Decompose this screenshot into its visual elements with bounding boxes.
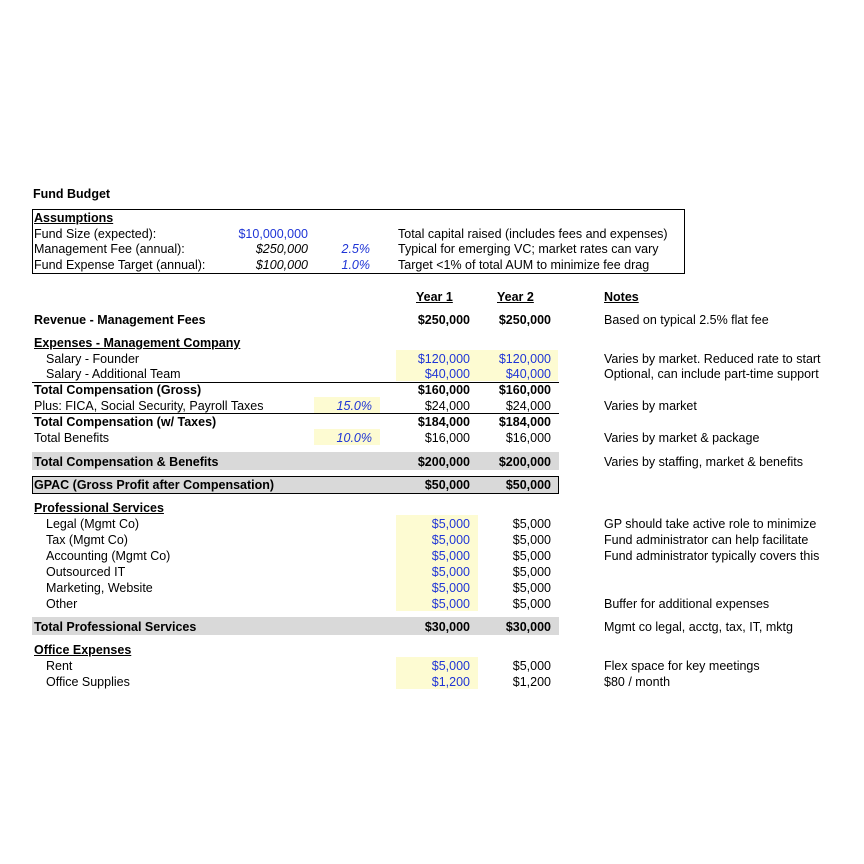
assumption-note: Target <1% of total AUM to minimize fee drag [398,258,650,272]
line-item-y2: $5,000 [512,597,551,611]
page-title: Fund Budget [33,187,111,201]
line-item-note: Varies by market & package [604,431,760,445]
line-item-note: Buffer for additional expenses [604,597,770,611]
assumption-pct[interactable]: 2.5% [341,242,370,256]
total-label: Total Compensation & Benefits [34,455,219,469]
assumptions-heading: Assumptions [34,211,114,225]
line-item-label: Other [46,597,78,611]
assumption-label: Management Fee (annual): [34,242,185,256]
gpac-label: GPAC (Gross Profit after Compensation) [34,478,275,492]
line-item-y1: $24,000 [424,399,470,413]
gpac-y1: $50,000 [424,478,470,492]
subtotal-label: Total Compensation (Gross) [34,383,202,397]
line-item-y2: $5,000 [512,549,551,563]
total-y2: $30,000 [505,620,551,634]
revenue-y1: $250,000 [417,313,470,327]
line-item-y1[interactable]: $40,000 [424,367,470,381]
line-item-label: Total Benefits [34,431,110,445]
total-label: Total Professional Services [34,620,197,634]
line-item-label: Salary - Additional Team [46,367,181,381]
line-item-y2: $5,000 [512,659,551,673]
line-item-y1[interactable]: $5,000 [431,659,470,673]
subtotal-label: Total Compensation (w/ Taxes) [34,415,217,429]
revenue-label: Revenue - Management Fees [34,313,206,327]
line-item-y2[interactable]: $40,000 [505,367,551,381]
assumption-note: Total capital raised (includes fees and expenses) [398,227,668,241]
line-item-note: Varies by market [604,399,697,413]
professional-heading: Professional Services [34,501,164,515]
line-item-label: Salary - Founder [46,352,140,366]
revenue-note: Based on typical 2.5% flat fee [604,313,769,327]
line-item-y2: $5,000 [512,517,551,531]
line-item-note: Optional, can include part-time support [604,367,819,381]
column-header-year1: Year 1 [416,290,453,304]
line-item-y1[interactable]: $5,000 [431,597,470,611]
line-item-label: Marketing, Website [46,581,153,595]
assumption-label: Fund Size (expected): [34,227,157,241]
line-item-y2: $16,000 [505,431,551,445]
subtotal-y2: $160,000 [498,383,551,397]
line-item-note: Flex space for key meetings [604,659,760,673]
tax-rate[interactable]: 15.0% [336,399,372,413]
subtotal-y2: $184,000 [498,415,551,429]
line-item-y1[interactable]: $5,000 [431,581,470,595]
line-item-note: Fund administrator typically covers this [604,549,820,563]
column-header-notes: Notes [604,290,639,304]
line-item-y2: $24,000 [505,399,551,413]
line-item-y1[interactable]: $120,000 [417,352,470,366]
subtotal-y1: $184,000 [417,415,470,429]
gpac-y2: $50,000 [505,478,551,492]
office-heading: Office Expenses [34,643,132,657]
benefits-rate[interactable]: 10.0% [336,431,372,445]
line-item-note: Fund administrator can help facilitate [604,533,809,547]
total-y2: $200,000 [498,455,551,469]
total-note: Mgmt co legal, acctg, tax, IT, mktg [604,620,793,634]
line-item-label: Rent [46,659,73,673]
mgmt-heading: Expenses - Management Company [34,336,241,350]
line-item-y1[interactable]: $5,000 [431,533,470,547]
line-item-note: $80 / month [604,675,671,689]
assumption-label: Fund Expense Target (annual): [34,258,206,272]
line-item-label: Tax (Mgmt Co) [46,533,128,547]
line-item-y1[interactable]: $5,000 [431,549,470,563]
assumption-value[interactable]: $250,000 [255,242,308,256]
line-item-y1[interactable]: $5,000 [431,517,470,531]
total-y1: $200,000 [417,455,470,469]
line-item-y2: $5,000 [512,533,551,547]
revenue-y2: $250,000 [498,313,551,327]
assumption-value[interactable]: $100,000 [255,258,308,272]
line-item-y2: $5,000 [512,581,551,595]
assumption-pct[interactable]: 1.0% [341,258,370,272]
line-item-label: Outsourced IT [46,565,126,579]
line-item-note: Varies by market. Reduced rate to start [604,352,821,366]
total-note: Varies by staffing, market & benefits [604,455,803,469]
line-item-label: Office Supplies [46,675,130,689]
line-item-y1[interactable]: $5,000 [431,565,470,579]
assumption-value[interactable]: $10,000,000 [238,227,308,241]
line-item-y2: $5,000 [512,565,551,579]
line-item-label: Legal (Mgmt Co) [46,517,140,531]
line-item-y1[interactable]: $1,200 [431,675,470,689]
line-item-y2: $1,200 [512,675,551,689]
line-item-note: GP should take active role to minimize [604,517,817,531]
line-item-label: Plus: FICA, Social Security, Payroll Taxes [34,399,264,413]
line-item-y1: $16,000 [424,431,470,445]
assumption-note: Typical for emerging VC; market rates can vary [398,242,659,256]
line-item-y2[interactable]: $120,000 [498,352,551,366]
line-item-label: Accounting (Mgmt Co) [46,549,171,563]
subtotal-y1: $160,000 [417,383,470,397]
total-y1: $30,000 [424,620,470,634]
column-header-year2: Year 2 [497,290,534,304]
